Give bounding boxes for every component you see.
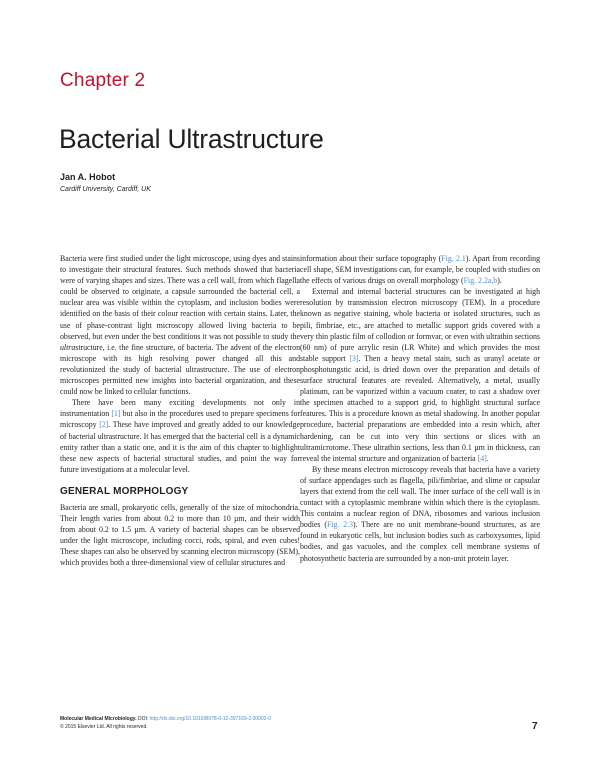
citation-link[interactable]: [4]: [477, 453, 487, 463]
emphasis-ultra: ultra: [60, 342, 76, 352]
page-title: Bacterial Ultrastructure: [59, 124, 324, 154]
chapter-label: Chapter 2: [60, 70, 146, 91]
copyright: © 2015 Elsevier Ltd. All rights reserved.: [60, 724, 148, 730]
journal-name: Molecular Medical Microbiology.: [60, 716, 137, 722]
right-column: [300, 253, 540, 564]
paragraph-intro: Bacteria were first studied under the light microscope, using dyes and stains to investigate their structural features. Such methods showed that bacteria were of varying shapes and sizes. There was a cell wall, from which flagella could be observed to originate, a capsule surrounded the bacterial cell, a nuclear area was visible within the cytoplasm, and inclusion bodies were identified on the basis of their colour reaction with certain stains. Later, the use of phase-contrast light microscopy allowed living bacteria to be observed, but even under the best conditions it was not possible to study the ultrastructure, i.e. the fine structure, of bacteria. The advent of the electron microscope with its high resolving power changed all this and revolutionized the study of bacterial ultrastructure. The use of electron microscopes permitted new insights into bacterial organization, and these could now be linked to cellular functions.: [60, 254, 300, 397]
footer: [60, 715, 271, 731]
paragraph-appendages: By these means electron microscopy reveals that bacteria have a variety of surface appendages such as flagella, pili/fimbriae, and slime or capsular layers that extend from the cell wall. The inner surface of the cell wall is in contact with a cytoplasmic membrane within which there is the cytoplasm. This contains a nuclear region of DNA, ribosomes and various inclusion bodies (Fig. 2.3). There are no unit membrane-bound structures, as are found in eukaryotic cells, but inclusion bodies such as carboxysomes, lipid bodies, and gas vacuoles, and the complex cell membrane systems of photosynthetic bacteria are surrounded by a non-unit protein layer.: [300, 464, 540, 563]
footer-citation: Molecular Medical Microbiology. DOI: http://dx.doi.org/10.1016/B978-0-12-397169-2.00002-0: [60, 716, 271, 722]
page-number: 7: [532, 721, 538, 732]
left-column: [60, 253, 300, 569]
paragraph-sem: information about their surface topography (Fig. 2.1). Apart from recording cell shape, SEM investigations can, for example, be coupled with studies on the effects of various drugs on overall morphology (Fig. 2.2a,b).: [300, 254, 540, 286]
section-heading: GENERAL MORPHOLOGY: [60, 485, 189, 497]
paragraph-tem: External and internal bacterial structures can be investigated at high resolution by transmission electron microscopy (TEM). In a procedure known as negative staining, whole bacteria or isolated structures, such as pili, fimbriae, etc., are attached to metallic support grids covered with a very thin plastic film of collodion or formvar, or even with ultrathin sections (60 nm) of pure acrylic resin (LR White) and which provides the most stable support [3]. Then a heavy metal stain, such as uranyl acetate or phosphotungstic acid, is dried down over the preparation and details of surface structural features are revealed. Alternatively, a metal, usually platinum, can be vaporized within a vacuum coater, to cast a shadow over the specimen attached to a support grid, to highlight structural surface features. This is a procedure known as metal shadowing. In another popular procedure, bacterial preparations are embedded into a resin which, after hardening, can be cut into very thin sections or slices with an ultramicrotome. These ultrathin sections, less than 0.1 µm in thickness, can reveal the internal structure and organization of bacteria [4].: [300, 287, 541, 463]
citation-link[interactable]: [2]: [99, 420, 109, 430]
paragraph-morphology: Bacteria are small, prokaryotic cells, generally of the size of mitochondria. Their length varies from about 0.2 to more than 10 µm, and their width from about 0.2 to 1.5 µm. A variety of bacterial shapes can be observed under the light microscope, including cocci, rods, spiral, and even cubes! These shapes can also be observed by scanning electron microscopy (SEM), which provides both a three-dimensional view of cellular structures and: [60, 502, 300, 568]
figure-link[interactable]: Fig. 2.2a,b: [463, 276, 498, 286]
figure-link[interactable]: Fig. 2.1: [441, 254, 466, 263]
citation-link[interactable]: [1]: [111, 409, 121, 419]
paragraph-developments: There have been many exciting developments not only in instrumentation [1] but also in the procedures used to prepare specimens for microscopy [2]. These have improved and greatly added to our knowledge of bacterial ultrastructure. It has emerged that the bacterial cell is a dynamic entity rather than a static one, and it is the aim of this chapter to highlight these new aspects of bacterial structural studies, and point the way for future investigations at a molecular level.: [60, 398, 301, 474]
author-affiliation: Cardiff University, Cardiff, UK: [60, 186, 151, 193]
author-name: Jan A. Hobot: [60, 172, 116, 182]
citation-link[interactable]: [3]: [349, 353, 359, 363]
figure-link[interactable]: Fig. 2.3: [326, 520, 354, 530]
doi-link[interactable]: http://dx.doi.org/10.1016/B978-0-12-397169-2.00002-0: [149, 716, 271, 722]
